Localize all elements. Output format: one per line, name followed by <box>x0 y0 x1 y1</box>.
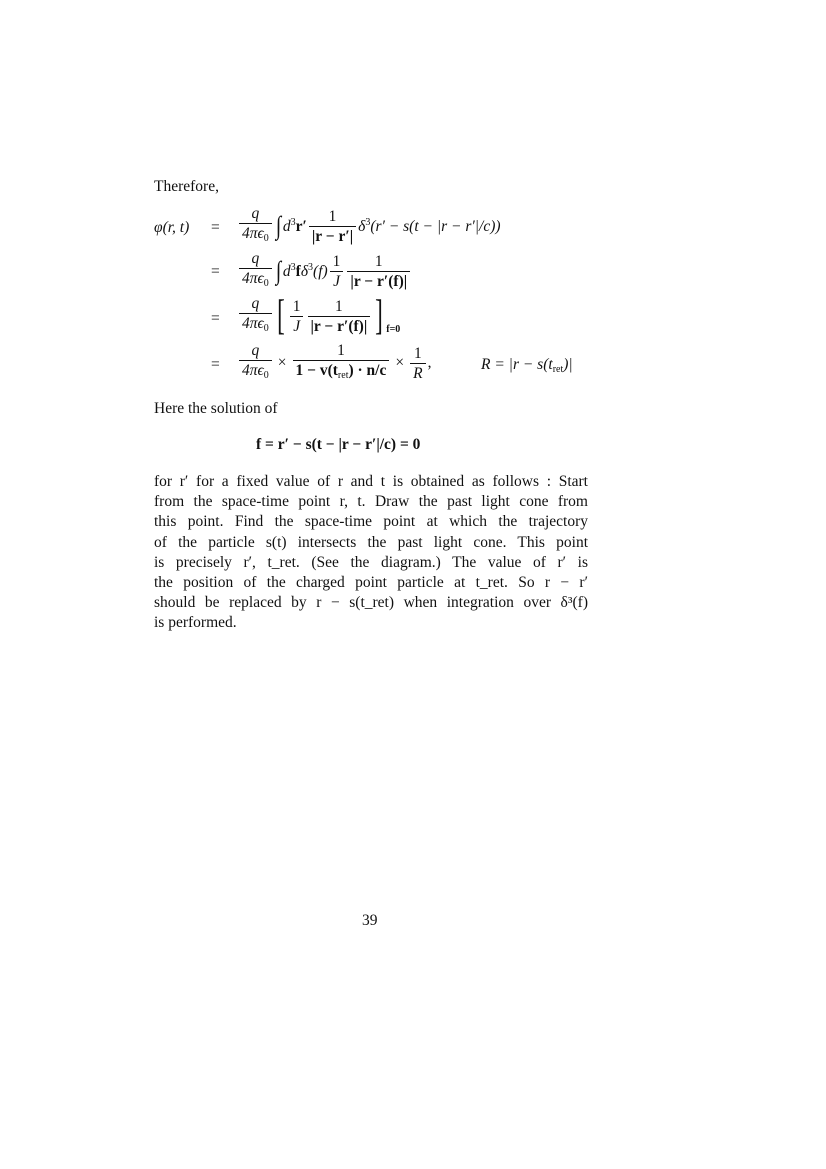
paragraph-line: from the space-time point r, t. Draw the past light cone from <box>154 493 588 511</box>
paragraph-line: should be replaced by r − s(t_ret) when integration over δ³(f) <box>154 594 588 612</box>
charge-fraction-1: $\frac{q}{4\pi\epsilon_0}$ <box>239 205 272 247</box>
page-number: 39 <box>362 912 378 929</box>
retarded-distance-note: $R = |r - s(t_{ret})|$ <box>481 356 573 375</box>
paragraph-line: of the particle s(t) intersects the past light cone. This point <box>154 533 588 551</box>
charge-fraction-4: $\frac{q}{4\pi\epsilon_0}$ <box>239 342 272 384</box>
jacobian-fraction-2: $\frac{1}{J}$ <box>330 253 344 290</box>
left-bracket: [ <box>276 293 285 339</box>
paragraph-line: is precisely r′, t_ret. (See the diagram.) The value of r′ is <box>154 553 588 571</box>
distance-fraction-2: $\frac{1}{|r - r'(f)|}$ <box>347 253 410 290</box>
intro-text: Therefore, <box>154 178 219 195</box>
jacobian-fraction-3: $\frac{1}{J}$ <box>290 298 304 335</box>
paragraph-line: this point. Find the space-time point at which the trajectory <box>154 513 588 531</box>
charge-fraction-2: $\frac{q}{4\pi\epsilon_0}$ <box>239 250 272 292</box>
distance-fraction-3: $\frac{1}{|r - r'(f)|}$ <box>308 298 371 335</box>
display-equation: f = r′ − s(t − |r − r′|/c) = 0 <box>256 436 421 453</box>
integral-sign-2: ∫ <box>275 256 281 285</box>
equals-sign-2: = <box>211 263 220 280</box>
inverse-distance-fraction: $\frac{1}{R}$ <box>410 345 425 382</box>
equation-line-4: $\frac{q}{4\pi\epsilon_0}$ × $\frac{1}{1 - v(t_{ret}) \cdot n/c}$ × $\frac{1}{R}$ , <box>237 342 431 384</box>
distance-fraction-1: $\frac{1}{|r - r'|}$ <box>309 208 356 245</box>
right-bracket: ] <box>375 293 384 339</box>
equals-sign-1: = <box>211 219 220 236</box>
charge-fraction-3: $\frac{q}{4\pi\epsilon_0}$ <box>239 295 272 337</box>
equation-line-2: $\frac{q}{4\pi\epsilon_0}$ ∫ $d^3f\delta^3(f)$ $\frac{1}{J}$ $\frac{1}{|r - r'(f)|}$ <box>237 250 412 292</box>
equals-sign-4: = <box>211 356 220 373</box>
equation-line-1: $\frac{q}{4\pi\epsilon_0}$ ∫ $d^3r'$ $\frac{1}{|r - r'|}$ $\delta^3(r' - s(t - |r - r'|/c))$ <box>237 205 501 247</box>
equation-line-3 <box>237 295 400 337</box>
equals-sign-3: = <box>211 310 220 327</box>
explanation-paragraph <box>154 472 588 634</box>
paragraph-line: for r′ for a fixed value of r and t is obtained as follows : Start <box>154 473 588 490</box>
evaluation-subscript: f=0 <box>386 324 401 335</box>
paragraph-line: the position of the charged point particle at t_ret. So r − r′ <box>154 574 588 592</box>
equation-lhs: φ(r, t) <box>154 219 190 236</box>
here-text: Here the solution of <box>154 400 278 417</box>
integral-sign-1: ∫ <box>275 211 281 240</box>
paragraph-line: is performed. <box>154 614 237 632</box>
velocity-fraction: $\frac{1}{1 - v(t_{ret}) \cdot n/c}$ <box>293 342 390 384</box>
